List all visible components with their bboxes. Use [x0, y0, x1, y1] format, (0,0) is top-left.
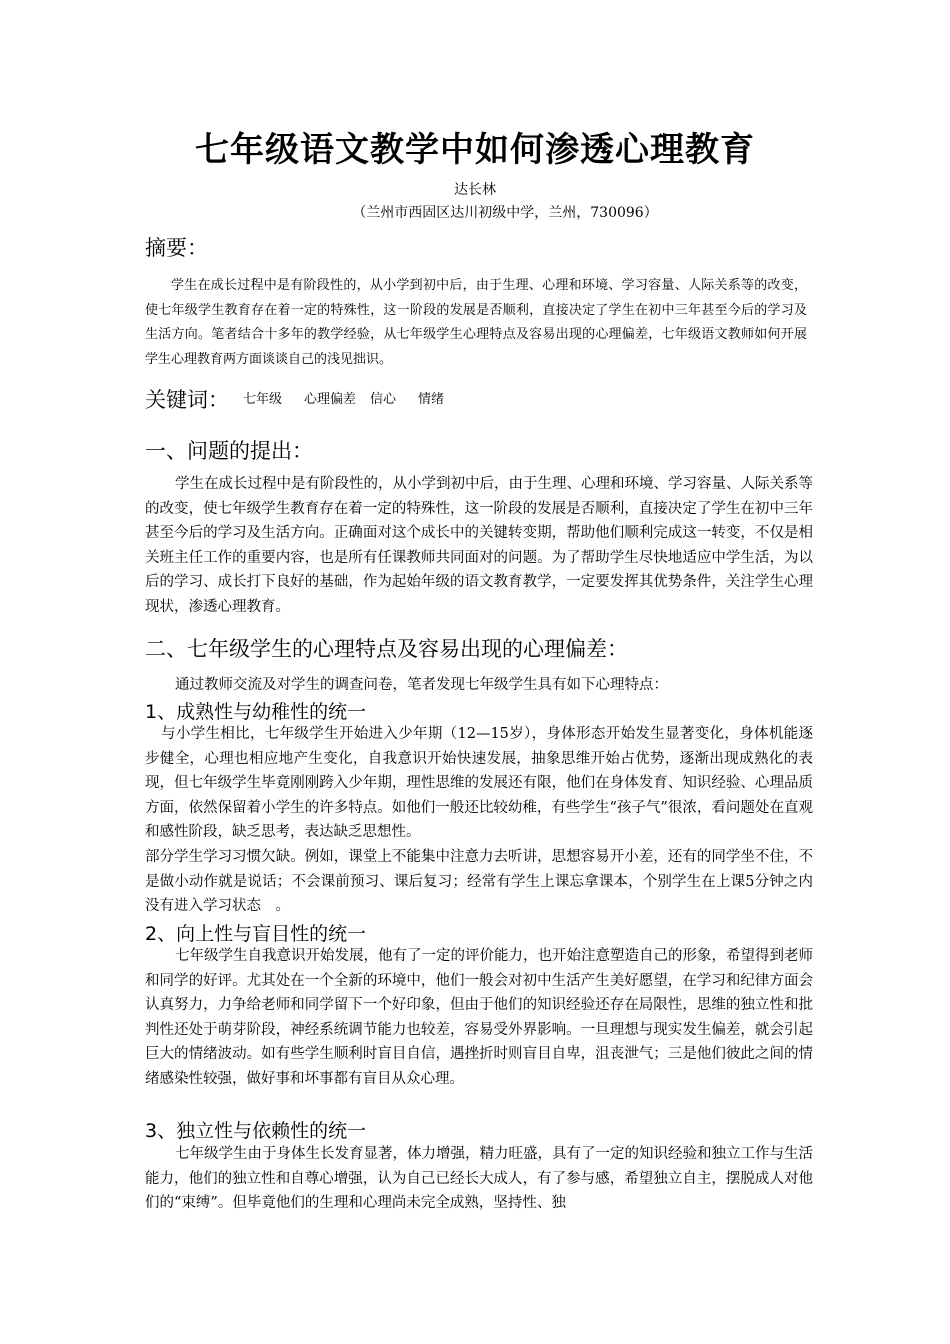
keywords-row: [145, 386, 444, 416]
subsection-paragraph: 七年级学生自我意识开始发展，他有了一定的评价能力，也开始注意塑造自己的形象，希望得到老师和同学的好评。尤其处在一个全新的环境中，他们一般会对初中生活产生美好愿望，在学习和纪律方面会认真努力，力争给老师和同学留下一个好印象，但由于他们的知识经验还存在局限性，思维的独立性和批判性还处于萌芽阶段，神经系统调节能力也较差，容易受外界影响。一旦理想与现实发生偏差，就会引起巨大的情绪波动。如有些学生顺利时盲目自信，遇挫折时则盲目自卑，沮丧泄气；三是他们彼此之间的情绪感染性较强，做好事和坏事都有盲目从众心理。: [145, 948, 813, 1087]
subsection-paragraph: 与小学生相比，七年级学生开始进入少年期（12—15岁），身体形态开始发生显著变化，身体机能逐步健全，心理也相应地产生变化，自我意识开始快速发展，抽象思维开始占优势，逐渐出现成熟化的表现，但七年级学生毕竟刚刚跨入少年期，理性思维的发展还有限，他们在身体发育、知识经验、心理品质方面，依然保留着小学生的许多特点。如他们一般还比较幼稚，有些学生“孩子气”很浓，看问题处在直观和感性阶段，缺乏思考，表达缺乏思想性。: [145, 726, 813, 841]
section-heading: 二、七年级学生的心理特点及容易出现的心理偏差：: [145, 637, 628, 661]
subsection-paragraph: 七年级学生由于身体生长发育显著，体力增强，精力旺盛，具有了一定的知识经验和独立工作与生活能力，他们的独立性和自尊心增强，认为自己已经长大成人，有了参与感，希望独立自主，摆脱成人对他们的“束缚”。但毕竟他们的生理和心理尚未完全成熟，坚持性、独: [145, 1146, 813, 1212]
section-paragraph: 学生在成长过程中是有阶段性的，从小学到初中后，由于生理、心理和环境、学习容量、人际关系等的改变，使七年级学生教育存在着一定的特殊性，这一阶段的发展是否顺利，直接决定了学生在初中三年甚至今后的学习及生活方向。正确面对这个成长中的关键转变期，帮助他们顺利完成这一转变，不仅是相关班主任工作的重要内容，也是所有任课教师共同面对的问题。为了帮助学生尽快地适应中学生活，为以后的学习、成长打下良好的基础，作为起始年级的语文教育教学，一定要发挥其优势条件，关注学生心理现状，渗透心理教育。: [145, 476, 813, 615]
keyword-item: 情绪: [418, 392, 445, 407]
subsection-paragraph: 部分学生学习习惯欠缺。例如，课堂上不能集中注意力去听讲，思想容易开小差，还有的同学坐不住，不是做小动作就是说话；不会课前预习、课后复习；经常有学生上课忘拿课本，个别学生在上课5分钟之内没有进入学习状态 。: [145, 849, 813, 915]
keywords-heading: 关键词：: [145, 388, 229, 412]
section-intro: 通过教师交流及对学生的调查问卷，笔者发现七年级学生具有如下心理特点：: [175, 677, 668, 693]
document-title: 七年级语文教学中如何渗透心理教育: [195, 130, 755, 170]
subsection-heading: 1、成熟性与幼稚性的统一: [145, 701, 367, 723]
abstract-text: 学生在成长过程中是有阶段性的，从小学到初中后，由于生理、心理和环境、学习容量、人际关系等的改变，使七年级学生教育存在着一定的特殊性，这一阶段的发展是否顺利，直接决定了学生在初中三年甚至今后的学习及生活方向。笔者结合十多年的教学经验，从七年级学生心理特点及容易出现的心理偏差，七年级语文教师如何开展学生心理教育两方面谈谈自己的浅见拙识。: [145, 278, 807, 367]
subsection-heading: 2、向上性与盲目性的统一: [145, 923, 367, 945]
author-affiliation: （兰州市西固区达川初级中学，兰州，730096）: [352, 205, 658, 221]
keyword-item: 心理偏差: [304, 392, 357, 407]
keyword-item: 信心: [370, 392, 397, 407]
section-heading: 一、问题的提出：: [145, 439, 313, 463]
author-name: 达长林: [454, 182, 496, 198]
subsection-heading: 3、独立性与依赖性的统一: [145, 1120, 367, 1142]
abstract-heading: 摘要：: [145, 236, 208, 260]
keyword-item: 七年级: [243, 392, 283, 407]
